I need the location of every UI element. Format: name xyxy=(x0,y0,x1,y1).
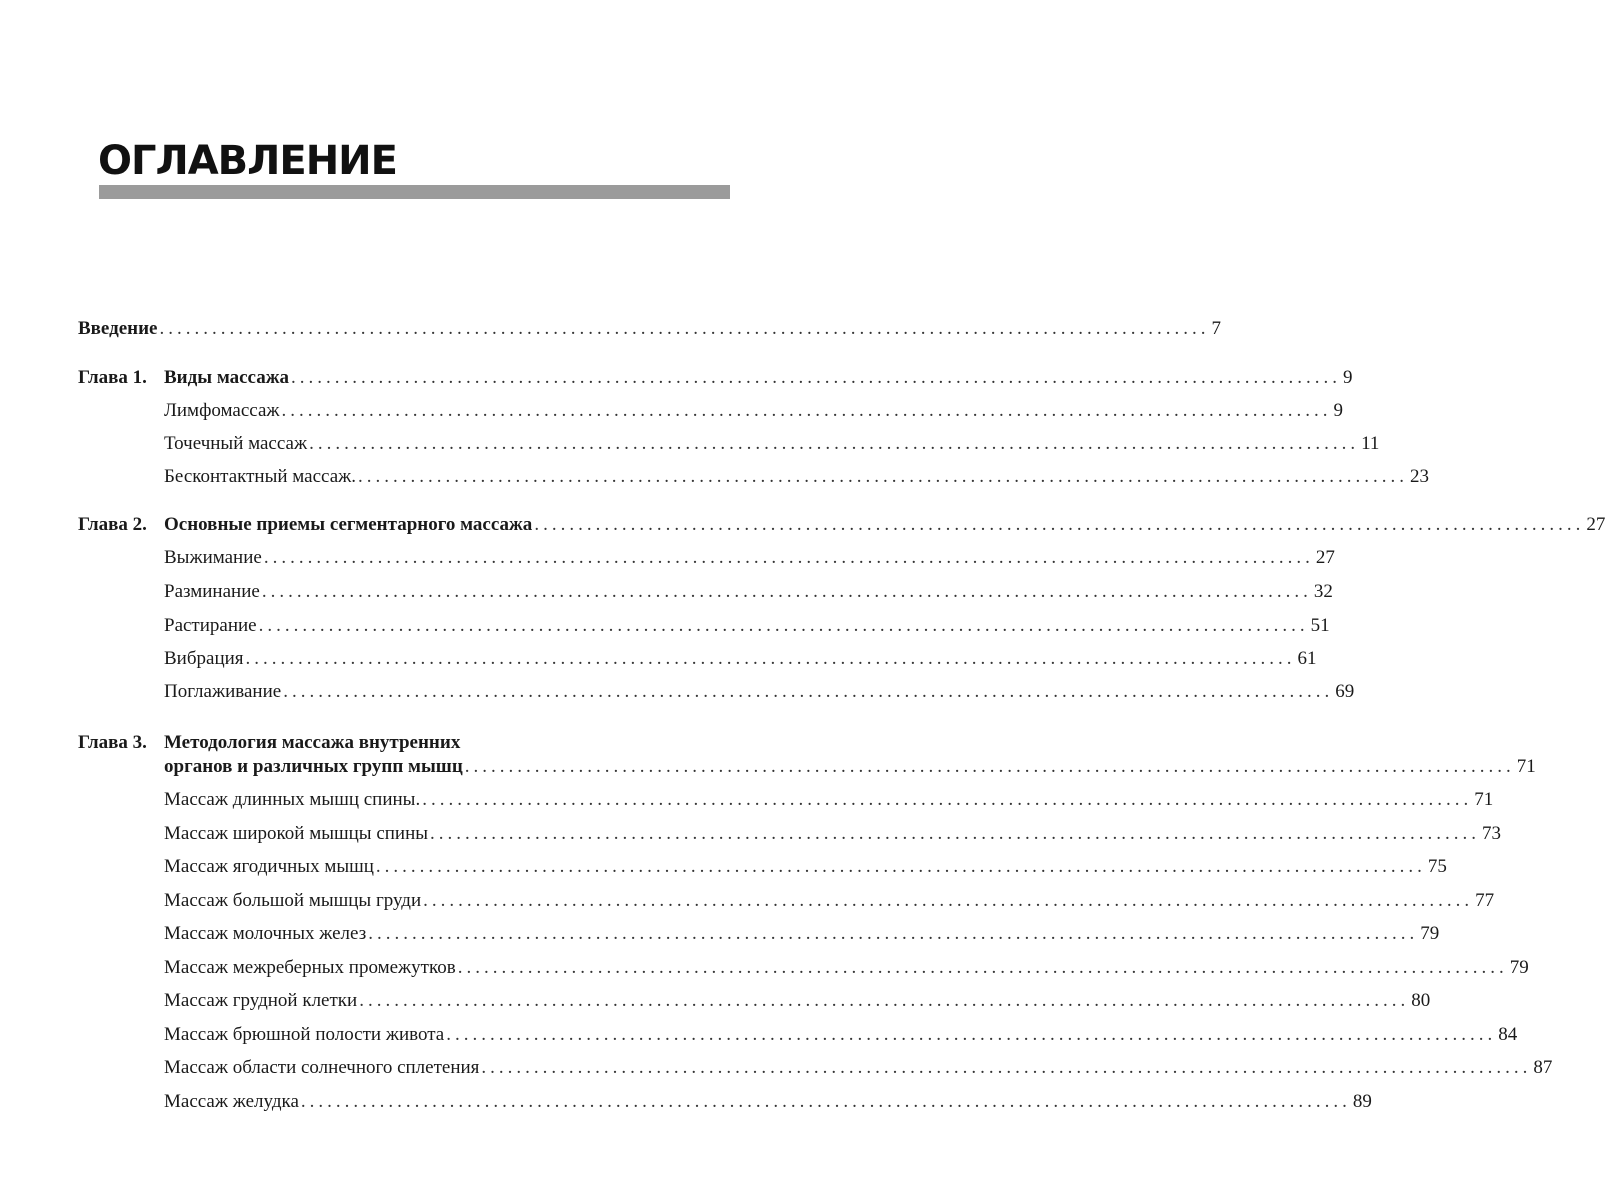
toc-page-number: 79 xyxy=(1420,923,1440,944)
toc-page-number: 32 xyxy=(1313,581,1333,602)
toc-chapter-2[interactable] xyxy=(78,512,1605,538)
toc-item[interactable] xyxy=(78,646,1317,672)
chapter-title: Виды массажа xyxy=(164,367,290,388)
dot-leader: ........................................................................................................................ xyxy=(430,823,1481,844)
toc-item-title: Поглаживание xyxy=(164,681,282,702)
chapter-title-line-2: органов и различных групп мышц xyxy=(164,756,463,777)
chapter-title: Основные приемы сегментарного массажа xyxy=(164,514,533,535)
dot-leader: ........................................................................................................................ xyxy=(291,367,1342,388)
toc-item[interactable] xyxy=(78,1055,1553,1081)
dot-leader: ........................................................................................................................ xyxy=(359,990,1410,1011)
toc-item-title: Массаж ягодичных мышц xyxy=(164,856,374,877)
toc-page-number: 80 xyxy=(1411,990,1431,1011)
toc-item-title: Массаж широкой мышцы спины xyxy=(164,823,429,844)
toc-item[interactable] xyxy=(78,431,1380,457)
chapter-title-line-1: Методология массажа внутренних xyxy=(164,732,461,753)
toc-item-title: Лимфомассаж xyxy=(164,400,280,421)
toc-page-number: 73 xyxy=(1482,823,1502,844)
toc-page-number: 7 xyxy=(1211,318,1221,339)
toc-page-number: 79 xyxy=(1509,957,1529,978)
dot-leader: ........................................................................................................................ xyxy=(457,957,1508,978)
toc-page-number: 9 xyxy=(1333,400,1344,421)
toc-entry-title: Введение xyxy=(78,318,158,339)
dot-leader: ........................................................................................................................ xyxy=(446,1024,1497,1045)
toc-item-title: Массаж области солнечного сплетения xyxy=(164,1057,480,1078)
toc-page-number: 69 xyxy=(1335,681,1355,702)
toc-item[interactable] xyxy=(78,1089,1372,1115)
toc-item[interactable] xyxy=(78,579,1333,605)
toc-item[interactable] xyxy=(78,787,1494,813)
toc-page-number: 71 xyxy=(1474,789,1494,810)
dot-leader: ........................................................................................................................ xyxy=(263,547,1314,568)
toc-item-title: Массаж длинных мышц спины. xyxy=(164,789,421,810)
dot-leader: ........................................................................................................................ xyxy=(375,856,1426,877)
toc-item[interactable] xyxy=(78,854,1447,880)
chapter-number: Глава 1. xyxy=(78,367,147,388)
page-title: ОГЛАВЛЕНИЕ xyxy=(98,138,397,184)
toc-page-number: 51 xyxy=(1310,615,1330,636)
dot-leader: ........................................................................................................................ xyxy=(464,756,1515,777)
dot-leader: ........................................................................................................................ xyxy=(368,923,1419,944)
toc-item-title: Массаж брюшной полости живота xyxy=(164,1024,445,1045)
toc-item-title: Массаж межреберных промежутков xyxy=(164,957,456,978)
toc-item-title: Массаж большой мышцы груди xyxy=(164,890,422,911)
toc-item[interactable] xyxy=(78,988,1431,1014)
toc-item[interactable] xyxy=(78,888,1495,914)
toc-item-title: Разминание xyxy=(164,581,260,602)
toc-page-number: 11 xyxy=(1361,433,1380,454)
chapter-number: Глава 2. xyxy=(78,514,147,535)
toc-item[interactable] xyxy=(78,1022,1518,1048)
toc-page-number: 87 xyxy=(1533,1057,1553,1078)
toc-item-title: Массаж желудка xyxy=(164,1091,299,1112)
toc-page-number: 84 xyxy=(1498,1024,1518,1045)
toc-chapter-1[interactable] xyxy=(78,365,1353,391)
toc-item-title: Массаж грудной клетки xyxy=(164,990,358,1011)
toc-item-title: Вибрация xyxy=(164,648,244,669)
toc-chapter-3-cont[interactable] xyxy=(78,754,1536,780)
dot-leader: ........................................................................................................................ xyxy=(283,681,1334,702)
toc-item-title: Массаж молочных желез xyxy=(164,923,367,944)
toc-page-number: 27 xyxy=(1586,514,1605,535)
toc-item-title: Бесконтактный массаж. xyxy=(164,466,357,487)
toc-item[interactable] xyxy=(78,921,1440,947)
toc-item[interactable] xyxy=(78,955,1529,981)
dot-leader: ........................................................................................................................ xyxy=(358,466,1409,487)
dot-leader: ........................................................................................................................ xyxy=(422,789,1473,810)
chapter-number: Глава 3. xyxy=(78,732,147,753)
toc-page-number: 9 xyxy=(1343,367,1353,388)
toc-item[interactable] xyxy=(78,545,1335,571)
toc-page-number: 23 xyxy=(1410,466,1430,487)
dot-leader: ........................................................................................................................ xyxy=(481,1057,1532,1078)
dot-leader: ........................................................................................................................ xyxy=(309,433,1360,454)
toc-item[interactable] xyxy=(78,613,1330,639)
dot-leader: ........................................................................................................................ xyxy=(423,890,1474,911)
dot-leader: ........................................................................................................................ xyxy=(261,581,1312,602)
toc-page-number: 89 xyxy=(1352,1091,1372,1112)
toc-item[interactable] xyxy=(78,464,1430,490)
toc-chapter-3[interactable] xyxy=(78,730,729,756)
toc-item[interactable] xyxy=(78,821,1502,847)
toc-item-title: Точечный массаж xyxy=(164,433,308,454)
toc-page-number: 77 xyxy=(1475,890,1495,911)
dot-leader: ........................................................................................................................ xyxy=(245,648,1296,669)
toc-page-number: 71 xyxy=(1516,756,1536,777)
dot-leader: ........................................................................................................................ xyxy=(281,400,1332,421)
toc-item-title: Растирание xyxy=(164,615,257,636)
dot-leader: ........................................................................................................................ xyxy=(300,1091,1351,1112)
toc-item[interactable] xyxy=(78,398,1344,424)
toc-entry-intro[interactable] xyxy=(78,316,1221,342)
toc-page-number: 27 xyxy=(1315,547,1335,568)
toc-page-number: 75 xyxy=(1427,856,1447,877)
toc-item[interactable] xyxy=(78,679,1355,705)
dot-leader: ........................................................................................................................ xyxy=(534,514,1585,535)
dot-leader: ........................................................................................................................ xyxy=(258,615,1309,636)
dot-leader: ........................................................................................................................ xyxy=(159,318,1210,339)
toc-page-number: 61 xyxy=(1297,648,1317,669)
toc-item-title: Выжимание xyxy=(164,547,262,568)
